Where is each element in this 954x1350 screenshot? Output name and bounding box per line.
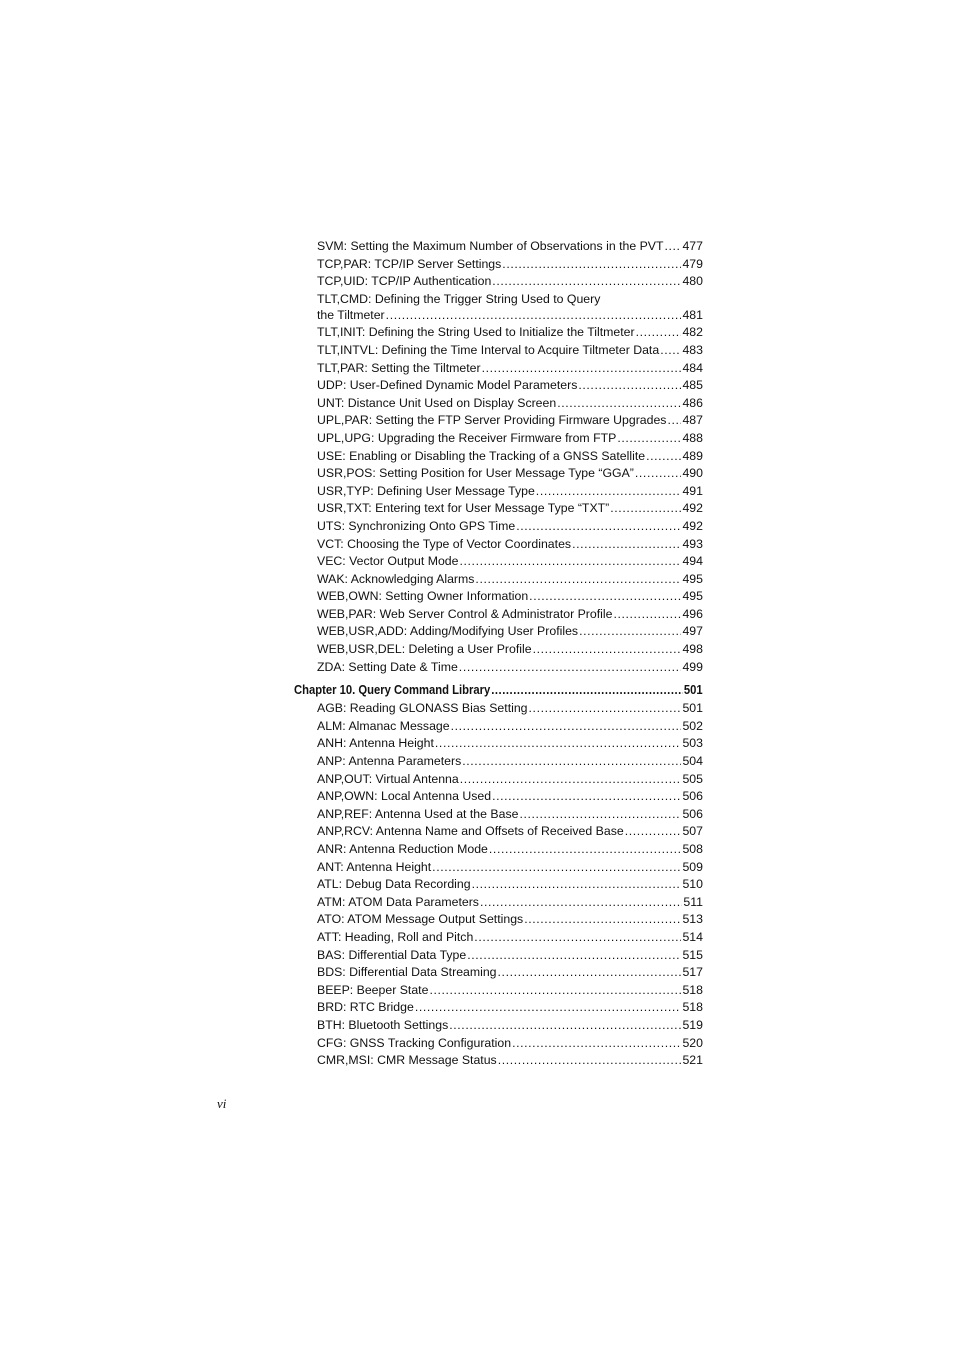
dot-leader: [415, 999, 682, 1017]
toc-entry-title: SVM: Setting the Maximum Number of Observations in the PVT: [317, 239, 664, 253]
toc-entry[interactable]: [294, 788, 703, 806]
toc-entry-title: VEC: Vector Output Mode: [317, 554, 459, 569]
toc-entry-title: BRD: RTC Bridge: [317, 1000, 414, 1015]
toc-entry[interactable]: [294, 735, 703, 753]
dot-leader: [613, 606, 681, 624]
dot-leader: [610, 500, 681, 518]
toc-entry-page: 515: [682, 947, 703, 962]
toc-entry[interactable]: [294, 588, 703, 606]
dot-leader: [467, 947, 681, 965]
toc-entry-page: 507: [682, 824, 703, 839]
chapter-page: 501: [683, 683, 703, 698]
toc-entry-page: 477: [682, 239, 703, 253]
toc-entry-title: TCP,UID: TCP/IP Authentication: [317, 274, 492, 289]
toc-entry-page: 489: [682, 448, 703, 463]
toc-entry-title: UPL,UPG: Upgrading the Receiver Firmware from FTP: [317, 430, 617, 445]
toc-entry[interactable]: [294, 929, 703, 947]
toc-entry-page: 485: [682, 378, 703, 393]
toc-entry[interactable]: [294, 465, 703, 483]
toc-entry-title: ATM: ATOM Data Parameters: [317, 894, 479, 909]
toc-entry-title: ANP,OUT: Virtual Antenna: [317, 771, 459, 786]
toc-entry[interactable]: [294, 518, 703, 536]
toc-entry[interactable]: [294, 894, 703, 912]
toc-entry-page: 482: [682, 325, 703, 340]
dot-leader: [667, 412, 681, 430]
toc-entry-title: TLT,PAR: Setting the Tiltmeter: [317, 360, 481, 375]
toc-entry[interactable]: [294, 982, 703, 1000]
toc-entry-page: 501: [682, 701, 703, 716]
toc-entry-page: 479: [682, 256, 703, 271]
toc-entry[interactable]: [294, 876, 703, 894]
toc-entry-page: 502: [682, 718, 703, 733]
dot-leader: [578, 377, 681, 395]
toc-entry-page: 492: [682, 518, 703, 533]
dot-leader: [460, 553, 682, 571]
toc-entry[interactable]: [294, 911, 703, 929]
dot-leader: [435, 735, 682, 753]
toc-entry-page: 494: [682, 554, 703, 569]
toc-entry-page: 480: [682, 274, 703, 289]
toc-entry-page: 490: [682, 466, 703, 481]
toc-entry-page: 493: [682, 536, 703, 551]
dot-leader: [646, 448, 681, 466]
toc-entry-title: BEEP: Beeper State: [317, 982, 429, 997]
toc-entry[interactable]: [294, 500, 703, 518]
toc-entry-page: 499: [682, 659, 703, 674]
toc-entry[interactable]: [294, 571, 703, 589]
dot-leader: [533, 641, 682, 659]
toc-entry[interactable]: [294, 238, 703, 256]
toc-entry-page: 484: [682, 360, 703, 375]
toc-entry[interactable]: [294, 947, 703, 965]
toc-entry-title: WEB,PAR: Web Server Control & Administrator Profile: [317, 606, 613, 621]
dot-leader: [529, 700, 682, 718]
toc-entry-title: ZDA: Setting Date & Time: [317, 659, 458, 674]
dot-leader: [636, 324, 682, 342]
dot-leader: [617, 430, 681, 448]
toc-entry-page: 481: [682, 307, 703, 322]
dot-leader: [579, 623, 681, 641]
dot-leader: [449, 1017, 681, 1035]
toc-entry-title: TLT,INIT: Defining the String Used to Initialize the Tiltmeter: [317, 325, 635, 340]
toc-entry[interactable]: [294, 1035, 703, 1053]
toc-entry-title: ATL: Debug Data Recording: [317, 877, 471, 892]
toc-entry[interactable]: [294, 483, 703, 501]
toc-entry[interactable]: [294, 1017, 703, 1035]
toc-entry[interactable]: [294, 806, 703, 824]
dot-leader: [482, 360, 682, 378]
toc-entry-wrapped-line2[interactable]: [294, 307, 703, 325]
toc-section-entries: [294, 324, 703, 676]
toc-entry[interactable]: [294, 753, 703, 771]
toc-entry[interactable]: [294, 823, 703, 841]
toc-entry-wrapped-line1[interactable]: [294, 291, 703, 307]
toc-entry-page: 508: [682, 842, 703, 856]
toc-entry[interactable]: [294, 412, 703, 430]
toc-entry[interactable]: [294, 641, 703, 659]
toc-entry-title: WEB,USR,DEL: Deleting a User Profile: [317, 642, 532, 657]
toc-entry-title: UTS: Synchronizing Onto GPS Time: [317, 518, 516, 533]
toc-entry[interactable]: [294, 606, 703, 624]
toc-entry-page: 518: [682, 982, 703, 997]
toc-entry-title: ATT: Heading, Roll and Pitch: [317, 929, 474, 944]
toc-entry-title: WEB,USR,ADD: Adding/Modifying User Profiles: [317, 624, 579, 639]
toc-entry-title: WEB,OWN: Setting Owner Information: [317, 589, 529, 604]
dot-leader: [492, 273, 681, 291]
dot-leader: [491, 680, 683, 700]
dot-leader: [460, 771, 682, 789]
dot-leader: [660, 342, 681, 360]
toc-entry[interactable]: [294, 841, 703, 859]
toc-entry[interactable]: [294, 553, 703, 571]
dot-leader: [498, 964, 682, 982]
toc-entry-page: 503: [682, 736, 703, 751]
dot-leader: [572, 536, 681, 554]
toc-entry[interactable]: [294, 448, 703, 466]
toc-entry[interactable]: [294, 342, 703, 360]
dot-leader: [386, 307, 682, 325]
dot-leader: [625, 823, 682, 841]
dot-leader: [536, 483, 682, 501]
dot-leader: [462, 753, 681, 771]
dot-leader: [489, 841, 682, 859]
toc-entry[interactable]: [294, 771, 703, 789]
toc-entry-title: CFG: GNSS Tracking Configuration: [317, 1035, 512, 1050]
toc-entry-title: TCP,PAR: TCP/IP Server Settings: [317, 256, 502, 271]
dot-leader: [516, 518, 681, 536]
chapter-title: Chapter 10. Query Command Library: [294, 683, 491, 698]
toc-entry-page: 510: [682, 877, 703, 892]
toc-entry-page: 518: [682, 1000, 703, 1015]
toc-entry-title: ANR: Antenna Reduction Mode: [317, 842, 488, 856]
toc-entry-page: 509: [682, 859, 703, 874]
toc-entry-title: ANH: Antenna Height: [317, 736, 434, 751]
toc-entry-title: USR,TXT: Entering text for User Message Type “TXT”: [317, 501, 610, 516]
toc-entry-page: 495: [682, 571, 703, 586]
toc-entry-page: 521: [682, 1053, 703, 1068]
toc-entry-page: 511: [683, 894, 703, 909]
dot-leader: [492, 788, 681, 806]
toc-entry-title: VCT: Choosing the Type of Vector Coordinates: [317, 536, 572, 551]
toc-entry-title: WAK: Acknowledging Alarms: [317, 571, 475, 586]
toc-entry[interactable]: [294, 718, 703, 736]
toc-entry-title: AGB: Reading GLONASS Bias Setting: [317, 701, 528, 716]
toc-entry-title-continued: the Tiltmeter: [317, 307, 385, 322]
dot-leader: [557, 395, 681, 413]
toc-entry-page: 505: [682, 771, 703, 786]
dot-leader: [665, 238, 682, 256]
toc-entry-title: USR,POS: Setting Position for User Message Type “GGA”: [317, 466, 634, 481]
toc-entry-title: BTH: Bluetooth Settings: [317, 1017, 449, 1032]
dot-leader: [432, 859, 681, 877]
dot-leader: [429, 982, 681, 1000]
toc-entry-title: ATO: ATOM Message Output Settings: [317, 912, 524, 927]
toc-entry-title: ANP,RCV: Antenna Name and Offsets of Received Base: [317, 824, 624, 839]
page-folio: vi: [217, 1096, 227, 1111]
toc-entry-page: 504: [682, 754, 703, 769]
dot-leader: [519, 806, 681, 824]
toc-entry-page: 517: [682, 965, 703, 980]
toc-chapter-entries: [294, 700, 703, 1069]
toc-entry[interactable]: [294, 360, 703, 378]
dot-leader: [635, 465, 682, 483]
toc-entry-title: ANP,REF: Antenna Used at the Base: [317, 806, 519, 821]
toc-entry[interactable]: [294, 273, 703, 291]
toc-entry[interactable]: [294, 659, 703, 677]
toc-entry-page: 488: [682, 430, 703, 445]
dot-leader: [512, 1035, 681, 1053]
toc-entry-page: 520: [682, 1035, 703, 1050]
dot-leader: [472, 876, 682, 894]
table-of-contents: [294, 238, 703, 1070]
toc-entry-title: UNT: Distance Unit Used on Display Screen: [317, 395, 557, 410]
dot-leader: [529, 588, 681, 606]
toc-entry-page: 497: [682, 624, 703, 639]
dot-leader: [475, 571, 681, 589]
dot-leader: [524, 911, 681, 929]
toc-chapter-heading[interactable]: [294, 680, 703, 700]
toc-entry-page: 487: [682, 413, 703, 428]
dot-leader: [502, 256, 681, 274]
toc-entry[interactable]: [294, 999, 703, 1017]
dot-leader: [459, 659, 682, 677]
dot-leader: [474, 929, 681, 947]
toc-entry[interactable]: [294, 700, 703, 718]
dot-leader: [451, 718, 682, 736]
toc-entry[interactable]: [294, 377, 703, 395]
toc-entry[interactable]: [294, 256, 703, 274]
toc-entry-title: UDP: User-Defined Dynamic Model Parameters: [317, 378, 578, 393]
toc-entry-title: TLT,INTVL: Defining the Time Interval to Acquire Tiltmeter Data: [317, 342, 660, 357]
toc-entry[interactable]: [294, 430, 703, 448]
toc-entry[interactable]: [294, 536, 703, 554]
toc-entry-title: ANP: Antenna Parameters: [317, 754, 462, 769]
toc-entry-page: 513: [682, 912, 703, 927]
toc-entry[interactable]: [294, 324, 703, 342]
dot-leader: [480, 894, 682, 912]
toc-entry[interactable]: [294, 859, 703, 877]
toc-entry-page: 483: [682, 342, 703, 357]
toc-entry-page: 514: [682, 929, 703, 944]
toc-entry-title: UPL,PAR: Setting the FTP Server Providing Firmware Upgrades: [317, 413, 667, 428]
dot-leader: [498, 1052, 682, 1070]
toc-entry[interactable]: [294, 395, 703, 413]
toc-entry-page: 496: [682, 606, 703, 621]
toc-entry-page: 506: [682, 806, 703, 821]
toc-entry-page: 519: [682, 1017, 703, 1032]
toc-entry[interactable]: [294, 964, 703, 982]
toc-entry-title: TLT,CMD: Defining the Trigger String Used to Query: [317, 291, 601, 306]
toc-entry-title: CMR,MSI: CMR Message Status: [317, 1053, 497, 1068]
toc-entry-page: 492: [682, 501, 703, 516]
toc-entry-page: 498: [682, 642, 703, 657]
toc-entry-title: ALM: Almanac Message: [317, 718, 450, 733]
toc-entry-title: BDS: Differential Data Streaming: [317, 965, 497, 980]
toc-entry-page: 486: [682, 395, 703, 410]
toc-entry-page: 491: [682, 483, 703, 498]
toc-entry-page: 506: [682, 789, 703, 804]
toc-entry-title: ANP,OWN: Local Antenna Used: [317, 789, 492, 804]
toc-entry-page: 495: [682, 589, 703, 604]
toc-entry-title: USR,TYP: Defining User Message Type: [317, 483, 535, 498]
toc-entry-title: ANT: Antenna Height: [317, 859, 432, 874]
toc-entry-title: USE: Enabling or Disabling the Tracking of a GNSS Satellite: [317, 448, 646, 463]
toc-entry[interactable]: [294, 1052, 703, 1070]
toc-entry[interactable]: [294, 623, 703, 641]
toc-entry-title: BAS: Differential Data Type: [317, 947, 467, 962]
